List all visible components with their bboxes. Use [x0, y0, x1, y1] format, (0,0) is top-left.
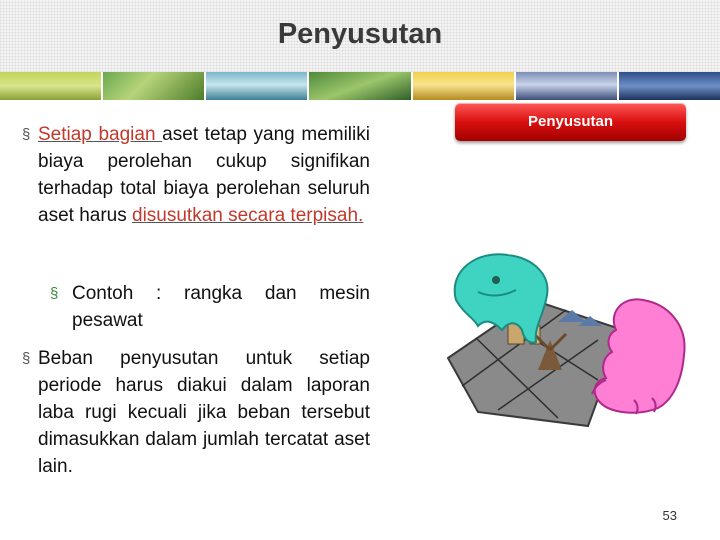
- page-number: 53: [662, 508, 677, 523]
- bullet-item-1: [22, 121, 370, 229]
- sub-bullet-item: [22, 280, 370, 334]
- banner-photo-4: [309, 72, 410, 100]
- title-area: [0, 0, 720, 72]
- banner-photo-1: [0, 72, 101, 100]
- bullet-1-text: aset tetap yang memiliki biaya perolehan cukup signifikan terhadap total biaya perolehan seluruh aset harus: [38, 124, 370, 226]
- banner-photo-6: [516, 72, 617, 100]
- sub-bullet-list: [22, 280, 370, 334]
- section-sticker: Penyusutan: [455, 103, 686, 141]
- bullet-1-underlined: disusutkan secara terpisah.: [132, 205, 364, 226]
- banner-photo-3: [206, 72, 307, 100]
- teal-creature: [455, 254, 548, 342]
- square-bullet-icon: §: [22, 350, 31, 367]
- bullet-2-text: Beban penyusutan untuk setiap periode harus diakui dalam laporan laba rugi kecuali jika beban tersebut dimasukkan dalam jumlah tercatat aset lain.: [38, 348, 370, 477]
- bullet-item-2: [22, 345, 370, 480]
- banner-photo-2: [103, 72, 204, 100]
- bullet-list: [22, 121, 370, 229]
- photo-banner: [0, 72, 720, 100]
- slide-title: Penyusutan: [277, 18, 443, 50]
- cartoon-creatures-with-city-map-illustration: [438, 230, 698, 430]
- square-bullet-icon: §: [50, 285, 59, 302]
- bullet-1-link: Setiap bagian: [38, 124, 163, 145]
- banner-photo-7: [619, 72, 720, 100]
- bullet-list-2: [22, 345, 370, 480]
- square-bullet-icon: §: [22, 126, 31, 143]
- pink-creature: [592, 299, 685, 414]
- banner-photo-5: [413, 72, 514, 100]
- sub-bullet-text: Contoh : rangka dan mesin pesawat: [72, 283, 370, 331]
